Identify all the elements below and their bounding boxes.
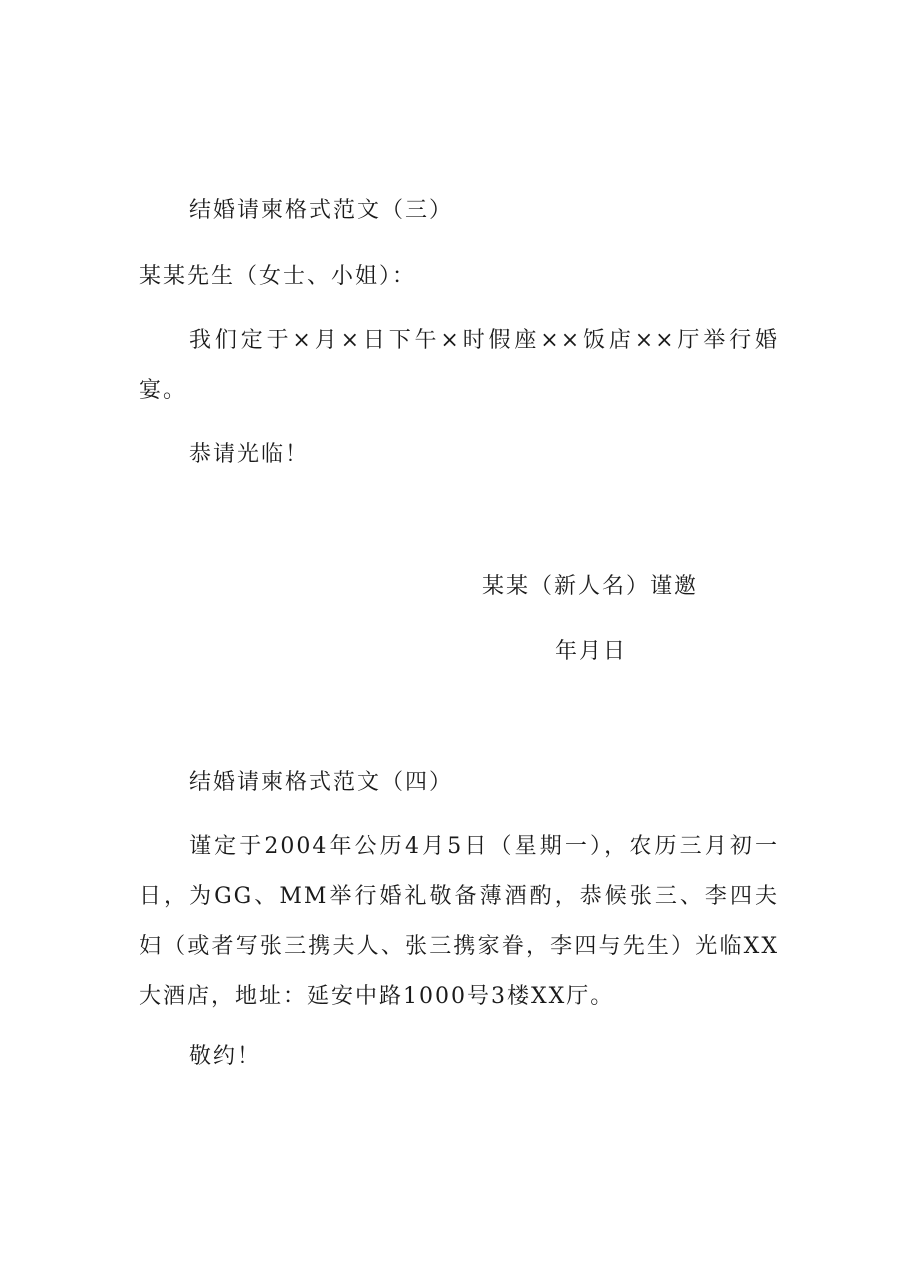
section3-closing: 恭请光临！: [189, 442, 310, 467]
section3-salutation: 某某先生（女士、小姐）：: [139, 264, 417, 289]
section3-signature: 某某（新人名）谨邀: [482, 574, 699, 599]
section3-title: 结婚请柬格式范文（三）: [189, 198, 454, 223]
section4-title: 结婚请柬格式范文（四）: [189, 770, 454, 795]
section4-closing: 敬约！: [189, 1044, 262, 1069]
section3-date: 年月日: [555, 639, 628, 664]
section4-body: 谨定于2004年公历4月5日（星期一），农历三月初一日，为GG、MM举行婚礼敬备薄酒酌，恭候张三、李四夫妇（或者写张三携夫人、张三携家眷，李四与先生）光临XX大酒店，地址：延安中路1000号3楼XX厅。: [139, 834, 779, 1009]
section3-body: 我们定于×月×日下午×时假座××饭店××厅举行婚宴。: [139, 328, 779, 403]
